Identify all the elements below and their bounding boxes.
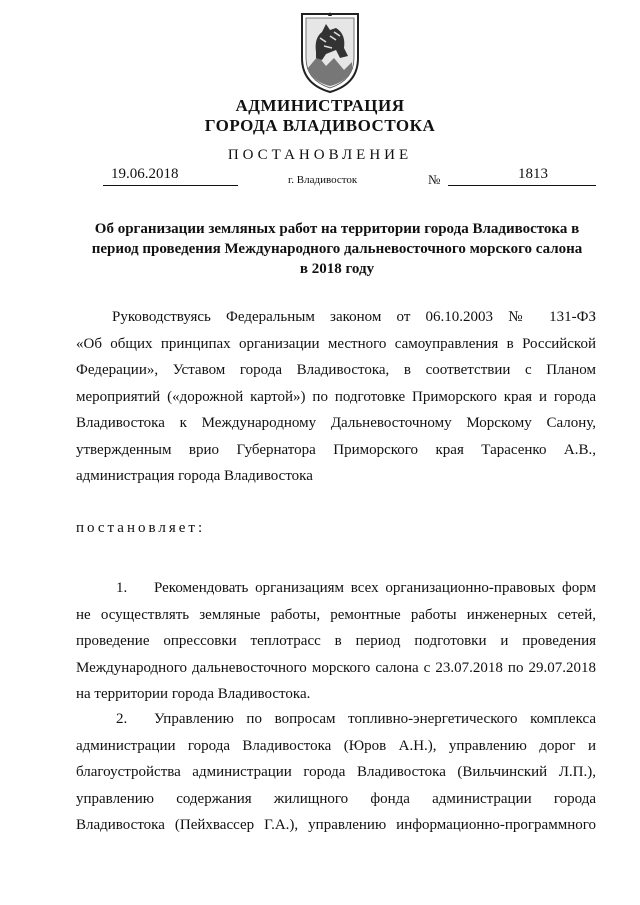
organization-name-line1: АДМИНИСТРАЦИЯ <box>235 96 405 115</box>
organization-name-line2: ГОРОДА ВЛАДИВОСТОКА <box>204 116 436 135</box>
item-2-paragraph <box>76 706 596 839</box>
coat-of-arms-emblem <box>296 8 364 94</box>
title-line: период проведения Международного дальневосточного морского салона <box>91 241 583 257</box>
item-line: на территории города Владивостока. <box>76 686 311 702</box>
item-1-paragraph <box>76 575 596 708</box>
item-line: проведение опрессовки теплотрасс в период подготовки и проведения <box>76 633 596 649</box>
item-line: благоустройства администрации города Владивостока (Вильчинский Л.П.), <box>76 764 596 780</box>
preamble-line: Руководствуясь Федеральным законом от 06.10.2003 № 131-ФЗ <box>112 309 596 325</box>
number-sign: № <box>428 172 441 187</box>
document-title <box>70 219 604 279</box>
preamble-line: Федерации», Уставом города Владивостока, в соответствии с Планом <box>76 362 596 378</box>
document-date: 19.06.2018 <box>111 166 179 182</box>
item-line: не осуществлять земляные работы, ремонтные работы инженерных сетей, <box>76 606 596 623</box>
resolves-word: постановляет: <box>76 520 206 536</box>
preamble-line: Владивостока к Международному Дальневосточному Морскому Салону, <box>76 415 596 431</box>
item-line: Владивостока (Пейхвассер Г.А.), управлению информационно-программного <box>76 817 596 833</box>
item-line: Управлению по вопросам топливно-энергетического комплекса <box>154 711 596 727</box>
document-number: 1813 <box>518 166 548 182</box>
item-line: администрации города Владивостока (Юров А.Н.), управлению дорог и <box>76 737 596 754</box>
number-underline <box>448 185 596 186</box>
preamble-line: администрация города Владивостока <box>76 468 313 484</box>
date-underline <box>103 185 238 186</box>
item-number: 1. <box>116 580 128 596</box>
item-line: Рекомендовать организациям всех организационно-правовых форм <box>154 580 596 596</box>
document-city: г. Владивосток <box>288 174 358 186</box>
item-line: Международного дальневосточного морского салона с 23.07.2018 по 29.07.2018 <box>76 659 596 676</box>
item-line: управлению содержания жилищного фонда администрации города <box>76 790 596 807</box>
document-type: ПОСТАНОВЛЕНИЕ <box>227 147 413 163</box>
title-line: Об организации земляных работ на территории города Владивостока в <box>94 221 580 237</box>
preamble-line: мероприятий («дорожной картой») по подготовке Приморского края и города <box>76 388 596 405</box>
preamble-line: «Об общих принципах организации местного самоуправления в Российской <box>76 335 596 352</box>
preamble-line: утвержденным врио Губернатора Приморского края Тарасенко А.В., <box>76 441 596 458</box>
title-line: в 2018 году <box>299 261 375 277</box>
preamble-paragraph <box>76 304 596 490</box>
item-number: 2. <box>116 711 128 727</box>
